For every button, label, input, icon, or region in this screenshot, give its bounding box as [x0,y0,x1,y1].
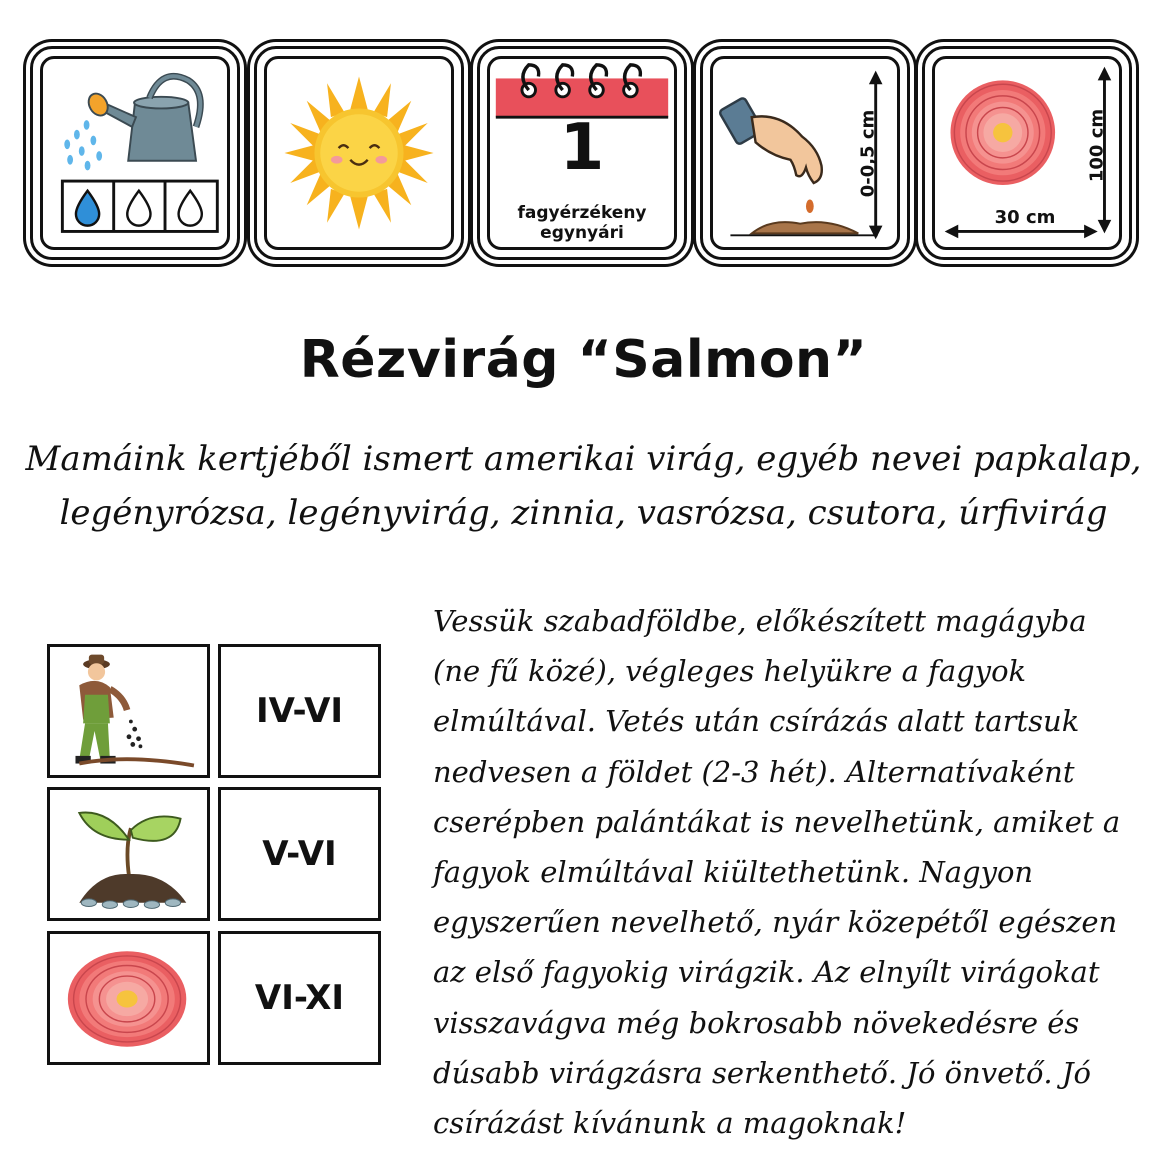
sowing-depth-label: 0-0,5 cm [857,109,879,198]
page-title: Rézvirág “Salmon” [299,330,868,390]
sowing-depth-card-inner [710,56,900,250]
page-subtitle: Mamáink kertjéből ismert amerikai virág, egyéb nevei papkalap, legényrózsa, legényvirág, zinnia, vasrózsa, csutora, úrfivirág [25,439,1142,533]
plant-size-card-inner [932,56,1122,250]
plant-size-card [922,46,1132,260]
calendar-card [477,46,687,260]
planting-months: V-VI [218,787,381,921]
seedling-cell [47,787,210,921]
watering-can-icon [43,59,227,247]
watering-card [30,46,240,260]
sowing-farmer-cell [47,644,210,778]
zinnia-flower-icon [50,934,207,1062]
calendar-line2: egynyári [540,223,624,243]
plant-height-label: 100 cm [1086,108,1108,183]
plant-width-label: 30 cm [994,207,1056,228]
watering-card-inner [40,56,230,250]
flowering-cell [47,931,210,1065]
sowing-months: IV-VI [218,644,381,778]
sun-card [254,46,464,260]
sowing-depth-card [700,46,910,260]
calendar-card-inner [487,56,677,250]
sun-card-inner [264,56,454,250]
calendar-number: 1 [559,111,605,185]
flowering-months: VI-XI [218,931,381,1065]
seedling-icon [50,790,207,918]
sun-icon [267,59,451,247]
sowing-farmer-icon [50,647,207,775]
description-text: Vessük szabadföldbe, előkészített magágyba (ne fű közé), végleges helyükre a fagyok elmúltával. Vetés után csírázás alatt tartsuk nedvesen a földet (2-3 hét). Alternatívaként cserépben palántákat is nevelhetünk, amiket a fagyok elmúltával kiültethetünk. Nagyon egyszerűen nevelhető, nyár közepétől egészen az első fagyokig virágzik. Az elnyílt virágokat visszavágva még bokrosabb növekedésre és dúsabb virágzásra serkenthető. Jó önvető. Jó csírázást kívánunk a magoknak! [433,604,1121,1141]
calendar-line1: fagyérzékeny [517,203,647,223]
